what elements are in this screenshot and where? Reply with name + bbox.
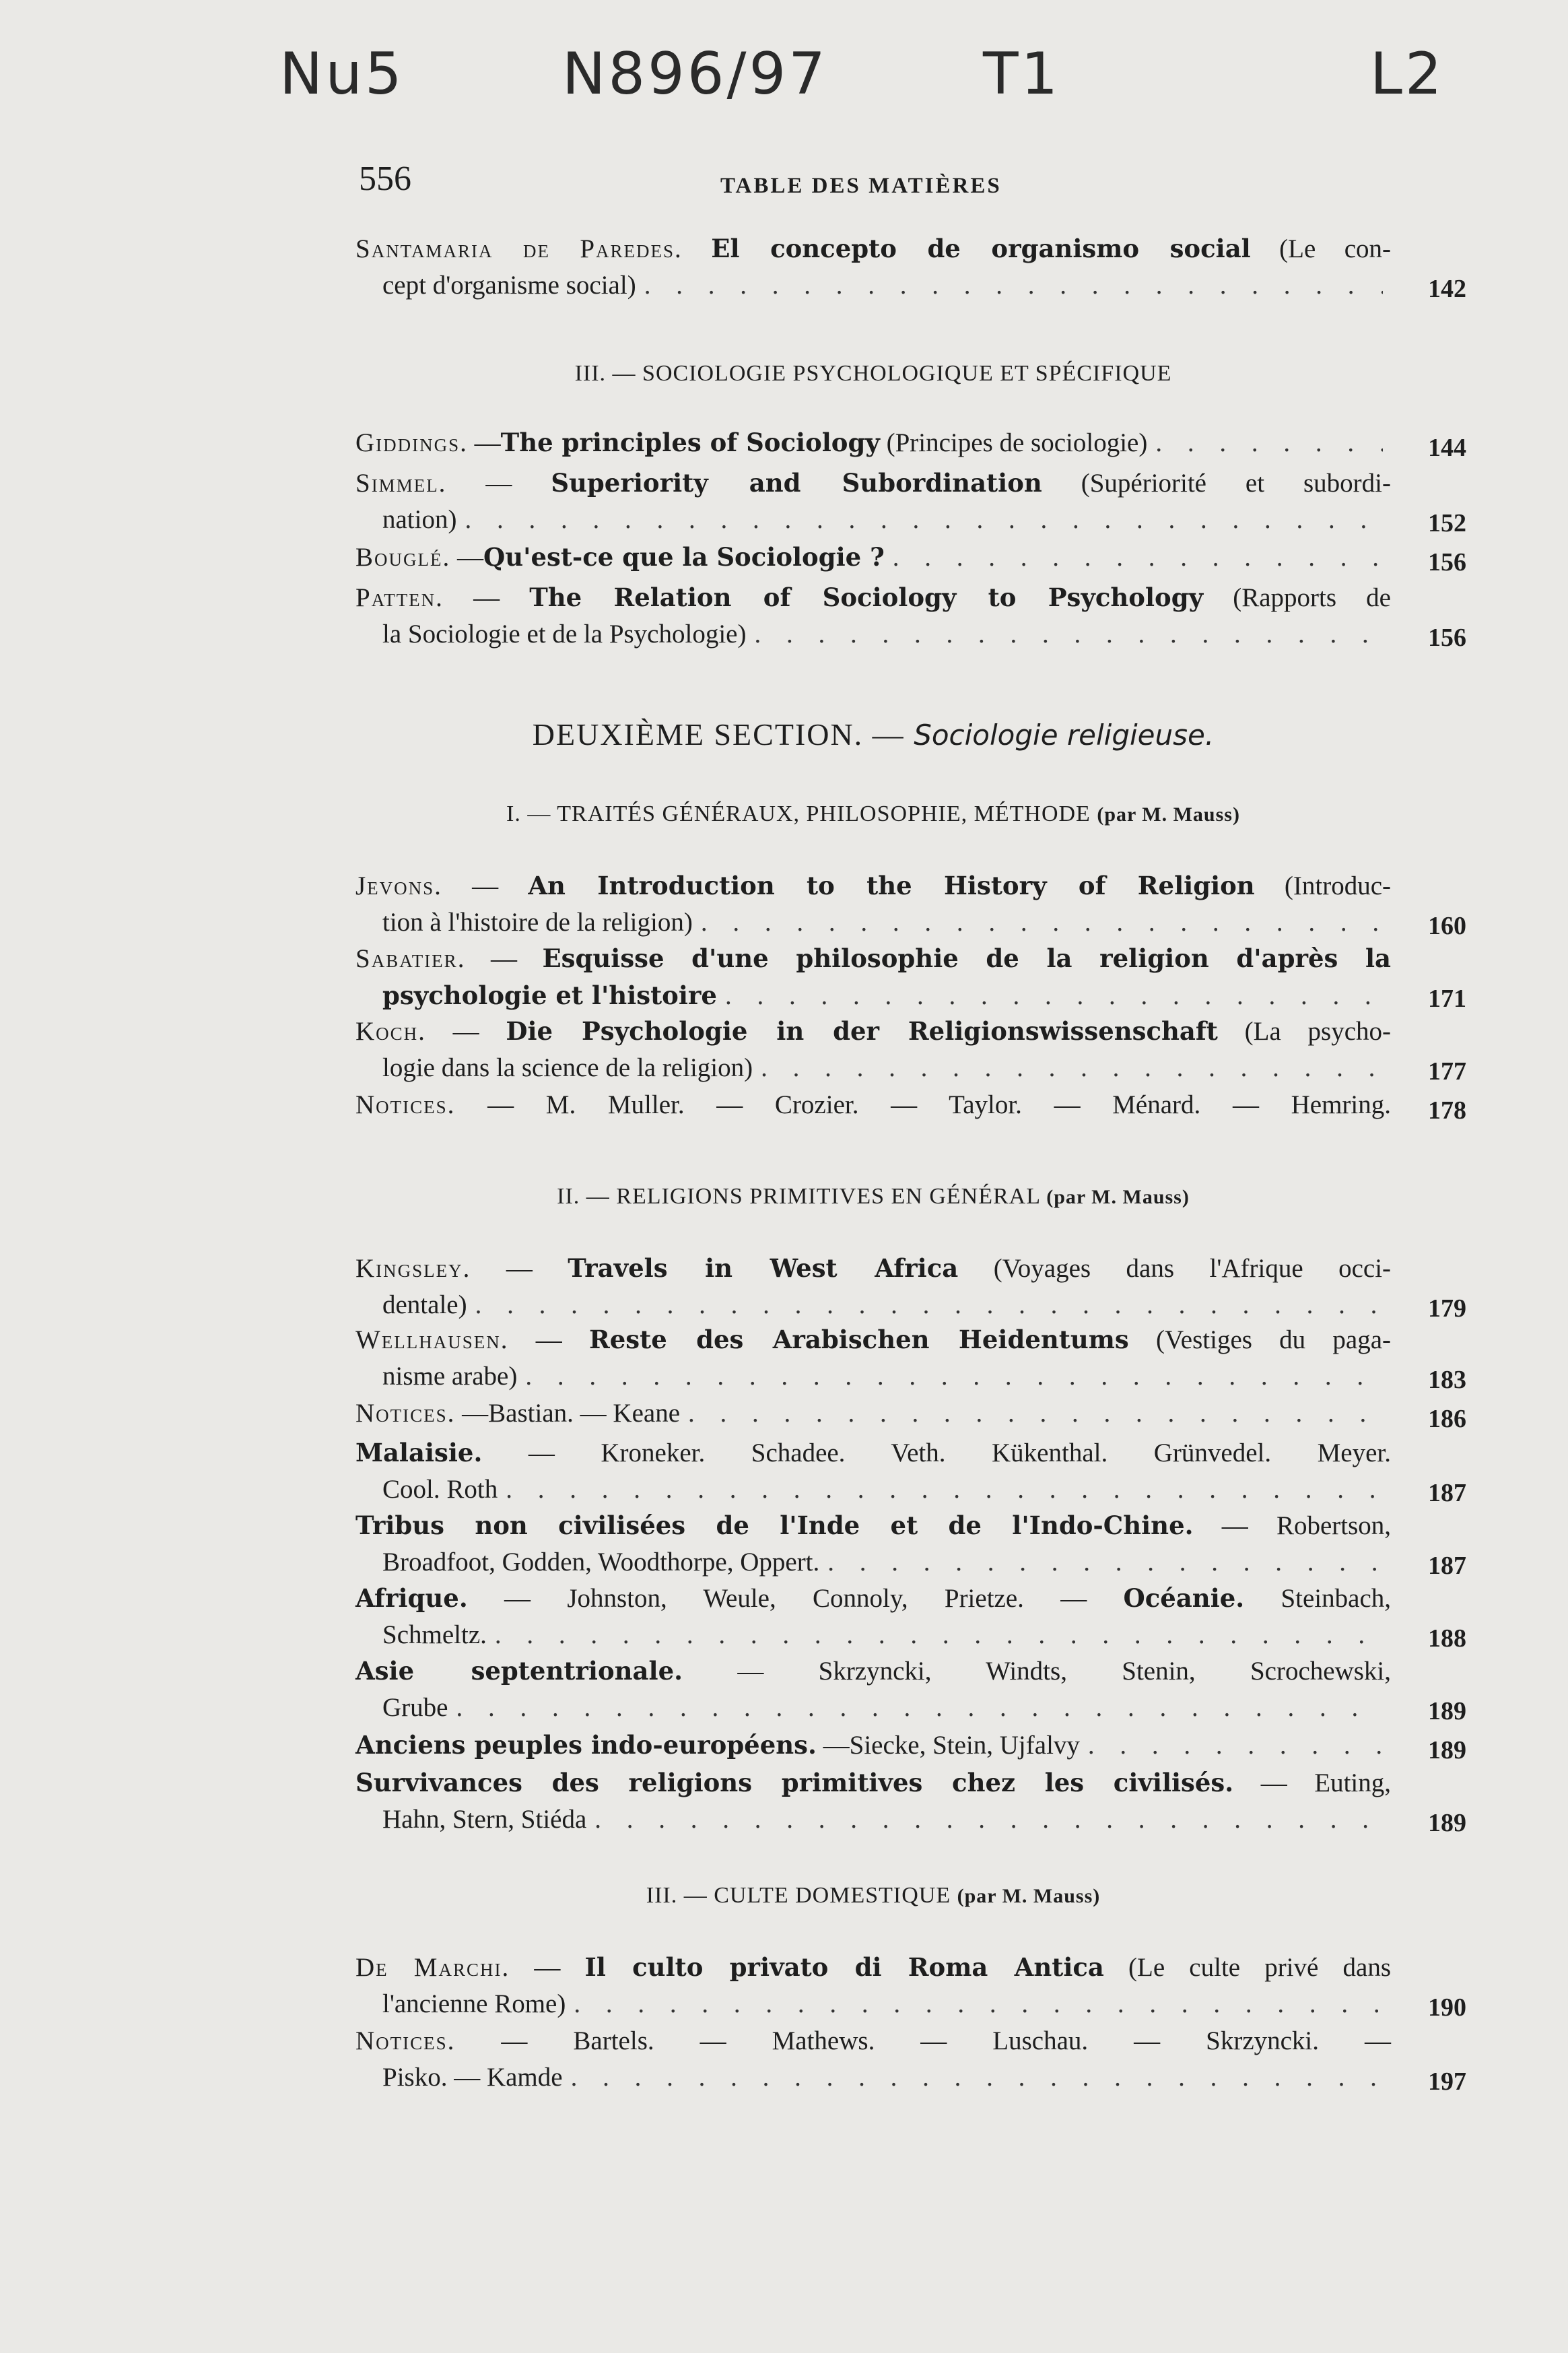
toc-entry: Kingsley. — Travels in West Africa (Voyages dans l'Afrique occi- dentale) . . . 179 bbox=[355, 1250, 1391, 1323]
handwritten-mark-a: Nu5 bbox=[279, 40, 405, 108]
toc-entry: De Marchi. — Il culto privato di Roma Antica (Le culte privé dans l'ancienne Rome) . . . 190 bbox=[355, 1949, 1391, 2022]
toc-entry: Simmel. — Superiority and Subordination (Supériorité et subordi- nation) . . . 152 bbox=[355, 465, 1391, 538]
running-title: TABLE DES MATIÈRES bbox=[720, 174, 1002, 198]
toc-entry: Jevons. — An Introduction to the History of Religion (Introduc- tion à l'histoire de la religion) . . . 160 bbox=[355, 867, 1391, 941]
page-number: 556 bbox=[359, 160, 411, 198]
toc-entry: Patten. — The Relation of Sociology to Psychology (Rapports de la Sociologie et de la Psychologie) . . . 156 bbox=[355, 579, 1391, 653]
toc-entry: Asie septentrionale. — Skrzyncki, Windts, Stenin, Scrochewski, Grube . . . 189 bbox=[355, 1653, 1391, 1726]
toc-entry: Malaisie. — Kroneker. Schadee. Veth. Kükenthal. Grünvedel. Meyer. Cool. Roth . . . 187 bbox=[355, 1434, 1391, 1508]
toc-entry: Notices. — Bartels. — Mathews. — Luschau. — Skrzyncki. — Pisko. — Kamde . . . 197 bbox=[355, 2023, 1391, 2096]
toc-entry: Wellhausen. — Reste des Arabischen Heidentums (Vestiges du paga- nisme arabe) . . . 183 bbox=[355, 1321, 1391, 1395]
toc-entry: Santamaria de Paredes. El concepto de organismo social (Le con- cept d'organisme social) . . . 142 bbox=[355, 230, 1391, 304]
handwritten-mark-c: T1 bbox=[983, 40, 1061, 108]
subsection-heading: III. — SOCIOLOGIE PSYCHOLOGIQUE ET SPÉCIFIQUE bbox=[574, 361, 1172, 386]
toc-entry: Afrique. — Johnston, Weule, Connoly, Prietze. — Océanie. Steinbach, Schmeltz. . . . 188 bbox=[355, 1580, 1391, 1653]
toc-entry: Tribus non civilisées de l'Inde et de l'Indo-Chine. — Robertson, Broadfoot, Godden, Woodthorpe, Oppert. . . . 187 bbox=[355, 1507, 1391, 1581]
toc-entry: Notices. — Bastian. — Keane . . . 186 bbox=[355, 1395, 1391, 1432]
toc-entry: Notices. — M. Muller. — Crozier. — Taylor. — Ménard. — Hemring. 178 bbox=[355, 1090, 1466, 1125]
toc-entry: Giddings. — The principles of Sociology (Principes de sociologie) . . . 144 bbox=[355, 424, 1391, 461]
toc-entry: Bouglé. — Qu'est-ce que la Sociologie ? . . . 156 bbox=[355, 539, 1391, 576]
handwritten-mark-d: L2 bbox=[1370, 40, 1445, 108]
section-title: DEUXIÈME SECTION. — Sociologie religieuse. bbox=[532, 717, 1215, 752]
handwritten-mark-b: N896/97 bbox=[562, 40, 828, 108]
subsection-heading: II. — RELIGIONS PRIMITIVES EN GÉNÉRAL (par M. Mauss) bbox=[557, 1184, 1190, 1209]
toc-entry: Sabatier. — Esquisse d'une philosophie de la religion d'après la psychologie et l'histoire . . . 171 bbox=[355, 940, 1391, 1014]
subsection-heading: III. — CULTE DOMESTIQUE (par M. Mauss) bbox=[646, 1883, 1101, 1908]
subsection-heading: I. — TRAITÉS GÉNÉRAUX, PHILOSOPHIE, MÉTHODE (par M. Mauss) bbox=[506, 801, 1240, 826]
toc-entry: Anciens peuples indo-européens. — Siecke, Stein, Ujfalvy . . . 189 bbox=[355, 1727, 1391, 1764]
toc-entry: Survivances des religions primitives chez les civilisés. — Euting, Hahn, Stern, Stiéda . . . 189 bbox=[355, 1764, 1391, 1838]
toc-entry: Koch. — Die Psychologie in der Religionswissenschaft (La psycho- logie dans la science de la religion) . . . 177 bbox=[355, 1013, 1391, 1086]
